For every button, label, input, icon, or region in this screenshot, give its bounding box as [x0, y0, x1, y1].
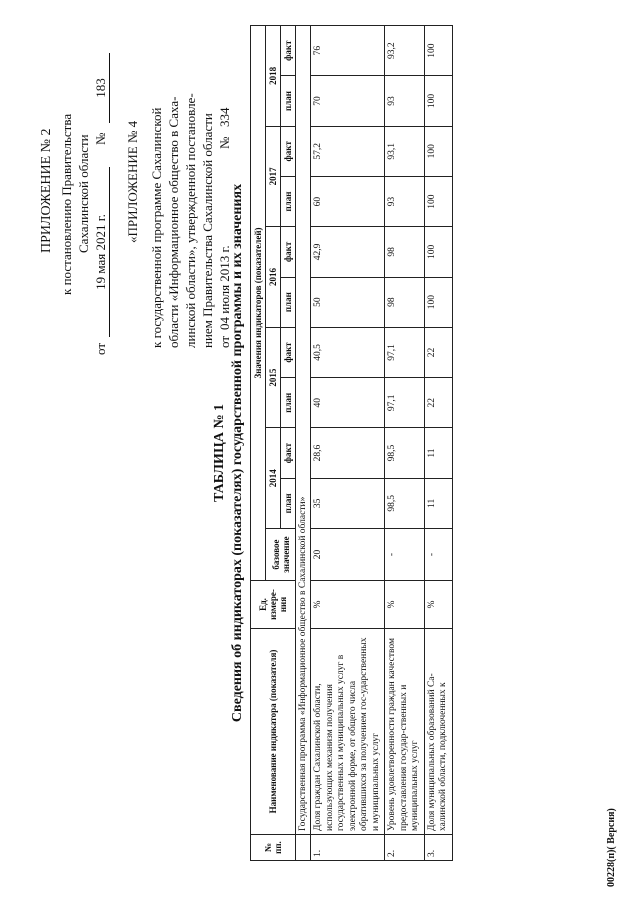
row-value: 98 — [385, 227, 425, 277]
header-year: 2014 — [266, 428, 281, 529]
appendix-4-line2: области «Информационное общество в Саха- — [166, 96, 181, 348]
header-fact: факт — [281, 327, 296, 377]
appendix-4-num-sign: № — [217, 136, 232, 149]
header-fact: факт — [281, 126, 296, 176]
row-value: 98 — [385, 277, 425, 327]
row-value: 93,1 — [385, 126, 425, 176]
table-title: ТАБЛИЦА № 1 — [212, 403, 227, 503]
row-value: 57,2 — [311, 126, 385, 176]
row-num: 1. — [311, 835, 385, 861]
row-value: 22 — [424, 378, 452, 428]
row-value: 100 — [424, 227, 452, 277]
rotated-document — [18, 13, 628, 893]
appendix-2-line2: Сахалинской области — [76, 134, 91, 253]
row-value: 70 — [311, 76, 385, 126]
appendix-4-date: 04 июля 2013 г. — [217, 245, 232, 330]
row-num: 3. — [424, 835, 452, 861]
row-unit: % — [385, 581, 425, 629]
appendix-2-date: 19 мая 2021 г. — [92, 167, 110, 337]
table-subtitle: Сведения об индикаторах (показателях) государственной программы и их значениях — [230, 183, 245, 723]
row-value: 50 — [311, 277, 385, 327]
indicators-table — [250, 25, 453, 861]
row-value: 42,9 — [311, 227, 385, 277]
header-fact: факт — [281, 26, 296, 76]
program-row-num — [296, 835, 311, 861]
row-value: 100 — [424, 176, 452, 226]
header-unit: Ед. измере-ния — [251, 581, 296, 629]
appendix-4-line1: к государственной программе Сахалинской — [149, 107, 164, 348]
appendix-4-line3: линской области», утвержденной постановле- — [183, 93, 198, 348]
row-value: 100 — [424, 126, 452, 176]
row-value: 93 — [385, 76, 425, 126]
row-value: 97,1 — [385, 378, 425, 428]
header-num: № пп. — [251, 835, 296, 861]
program-row — [296, 26, 311, 861]
row-name: Доля муниципальных образований Са-халинской области, подключенных к — [424, 629, 452, 835]
appendix-2-number: 183 — [92, 53, 110, 123]
row-value: 11 — [424, 478, 452, 528]
appendix-2-from: от — [93, 342, 108, 355]
header-plan: план — [281, 76, 296, 126]
row-value: 98,5 — [385, 428, 425, 478]
appendix-4-title: «ПРИЛОЖЕНИЕ № 4 — [125, 120, 140, 243]
table-row — [385, 26, 425, 861]
row-name: Уровень удовлетворенности граждан качеством предоставления государ-ственных и муниципальных услуг — [385, 629, 425, 835]
header-name: Наименование индикатора (показателя) — [251, 629, 296, 835]
header-fact: факт — [281, 227, 296, 277]
header-year: 2015 — [266, 327, 281, 428]
document-footer-code: 00228(п)( Версия) — [606, 808, 617, 887]
appendix-2-line1: к постановлению Правительства — [59, 113, 74, 295]
header-year: 2018 — [266, 26, 281, 127]
header-base: базовое значение — [266, 529, 296, 581]
header-plan: план — [281, 378, 296, 428]
row-value: 11 — [424, 428, 452, 478]
row-base: - — [385, 529, 425, 581]
header-plan: план — [281, 478, 296, 528]
row-value: 40,5 — [311, 327, 385, 377]
row-num: 2. — [385, 835, 425, 861]
header-fact: факт — [281, 428, 296, 478]
appendix-4-number: 334 — [217, 107, 232, 127]
header-year: 2016 — [266, 227, 281, 328]
row-base: - — [424, 529, 452, 581]
program-row-title: Государственная программа «Информационное общество в Сахалинской области» — [296, 26, 311, 835]
row-value: 98,5 — [385, 478, 425, 528]
row-value: 76 — [311, 26, 385, 76]
row-base: 20 — [311, 529, 385, 581]
appendix-4-line4: нием Правительства Сахалинской области — [200, 113, 215, 348]
table-row — [311, 26, 385, 861]
header-plan: план — [281, 176, 296, 226]
header-plan: план — [281, 277, 296, 327]
row-name: Доля граждан Сахалинской области, использующих механизм получения государственных и муниципальных услуг в электронной форме, от общего числа обратившихся за получением гос-ударственных и муниципальных услуг — [311, 629, 385, 835]
row-value: 100 — [424, 26, 452, 76]
row-unit: % — [311, 581, 385, 629]
row-value: 100 — [424, 277, 452, 327]
row-value: 60 — [311, 176, 385, 226]
header-year: 2017 — [266, 126, 281, 227]
row-value: 28,6 — [311, 428, 385, 478]
header-values-group: Значения индикаторов (показателей) — [251, 26, 266, 581]
row-value: 40 — [311, 378, 385, 428]
row-value: 35 — [311, 478, 385, 528]
appendix-2-title: ПРИЛОЖЕНИЕ № 2 — [39, 128, 54, 253]
appendix-2-num-sign: № — [93, 132, 108, 145]
row-value: 93,2 — [385, 26, 425, 76]
row-unit: % — [424, 581, 452, 629]
row-value: 22 — [424, 327, 452, 377]
row-value: 100 — [424, 76, 452, 126]
appendix-4-from: от — [217, 335, 232, 348]
table-row — [424, 26, 452, 861]
row-value: 97,1 — [385, 327, 425, 377]
row-value: 93 — [385, 176, 425, 226]
